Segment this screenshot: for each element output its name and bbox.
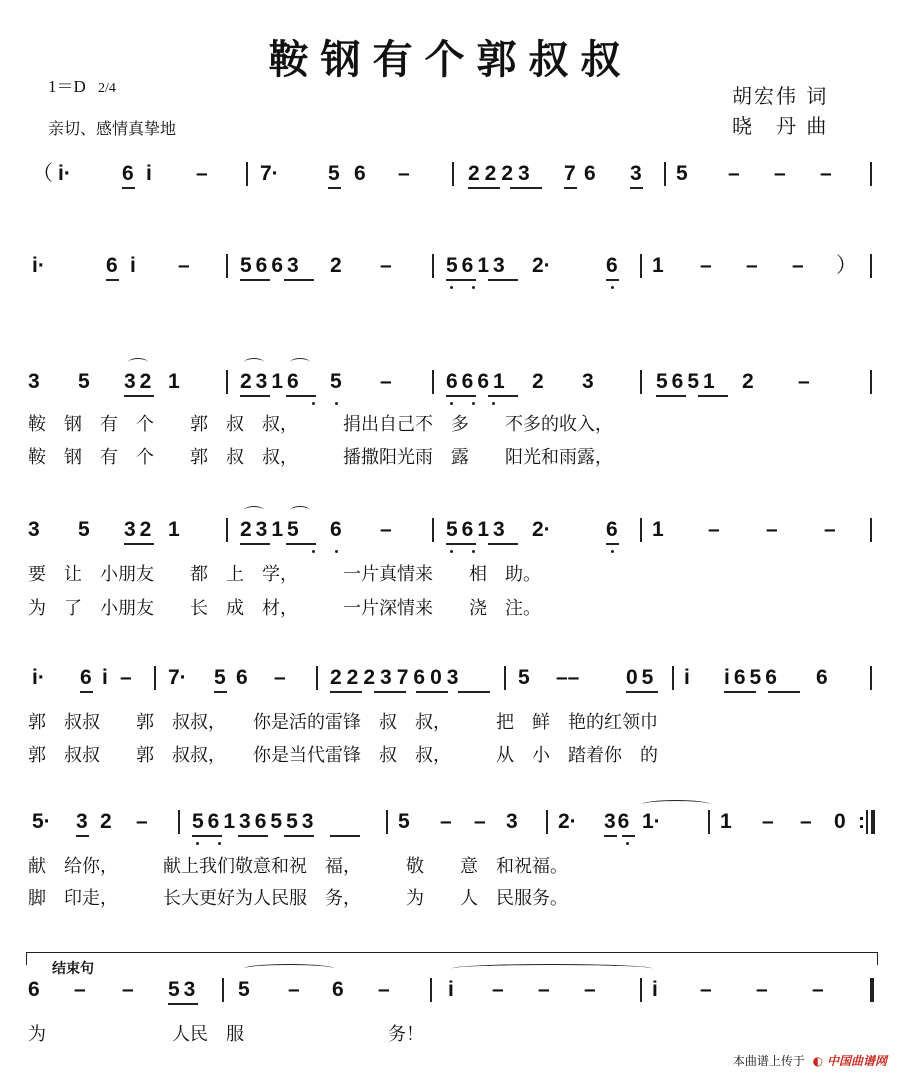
score-system-5: i· 6 i – 7· 5 6 – 22237603 5 –– 05 i i656 6	[28, 664, 888, 692]
score-system-2: i· 6 i – 5663 2 – 5613 2· 6 1 – – – ）	[28, 252, 888, 280]
lyrics-line: 郭 叔叔 郭 叔叔， 你是当代雷锋 叔 叔， 从 小 踏着你 的	[28, 745, 658, 766]
score-system-4: 3 5 32 1 2315 6 – 5613 2· 6 1 – – –	[28, 516, 888, 544]
tempo-marking: 亲切、感情真挚地	[48, 119, 177, 138]
key-signature: 1＝D 2/4	[48, 77, 116, 96]
lyrics-line: 鞍 钢 有 个 郭 叔 叔， 捐出自己不 多 不多的收入，	[28, 414, 613, 435]
composer-credit: 晓 丹 曲	[732, 114, 829, 138]
score-system-1: （ i· 6 i – 7· 5 6 – 2223 7 6 3 5 – – –	[28, 160, 888, 188]
footer-credit: 本曲谱上传于 ◐ 中国曲谱网	[732, 1054, 887, 1068]
song-title: 鞍钢有个郭叔叔	[268, 37, 633, 83]
lyricist-credit: 胡宏伟 词	[732, 84, 829, 108]
ending-bracket	[26, 952, 878, 965]
lyrics-line: 郭 叔叔 郭 叔叔， 你是活的雷锋 叔 叔， 把 鲜 艳的红领巾	[28, 712, 658, 733]
lyrics-line: 鞍 钢 有 个 郭 叔 叔， 播撒阳光雨 露 阳光和雨露，	[28, 447, 613, 468]
lyrics-line: 为 了 小朋友 长 成 材， 一片深情来 浇 注。	[28, 598, 541, 619]
score-system-6: 5· 3 2 – 56136553 5 – – 3 2· 36 1· 1 – – 0 :	[28, 808, 888, 836]
brand-name[interactable]: 中国曲谱网	[826, 1054, 887, 1068]
lyrics-line: 要 让 小朋友 都 上 学， 一片真情来 相 助。	[28, 564, 541, 585]
brand-logo-icon: ◐	[812, 1054, 824, 1068]
lyrics-line: 献 给你， 献上我们敬意和祝 福， 敬 意 和祝福。	[28, 856, 568, 877]
lyrics-line: 脚 印走， 长大更好为人民服 务， 为 人 民服务。	[28, 888, 568, 909]
ending-label: 结束句	[52, 961, 94, 977]
score-system-7: 6 – – 53 5 – 6 – i – – – i – – –	[28, 976, 888, 1004]
lyrics-line: 为 人民 服 务！	[28, 1024, 424, 1045]
time-signature: 2/4	[98, 81, 116, 96]
score-system-3: 3 5 32 1 2316 5 – 6661 2 3 5651 2 –	[28, 368, 888, 396]
